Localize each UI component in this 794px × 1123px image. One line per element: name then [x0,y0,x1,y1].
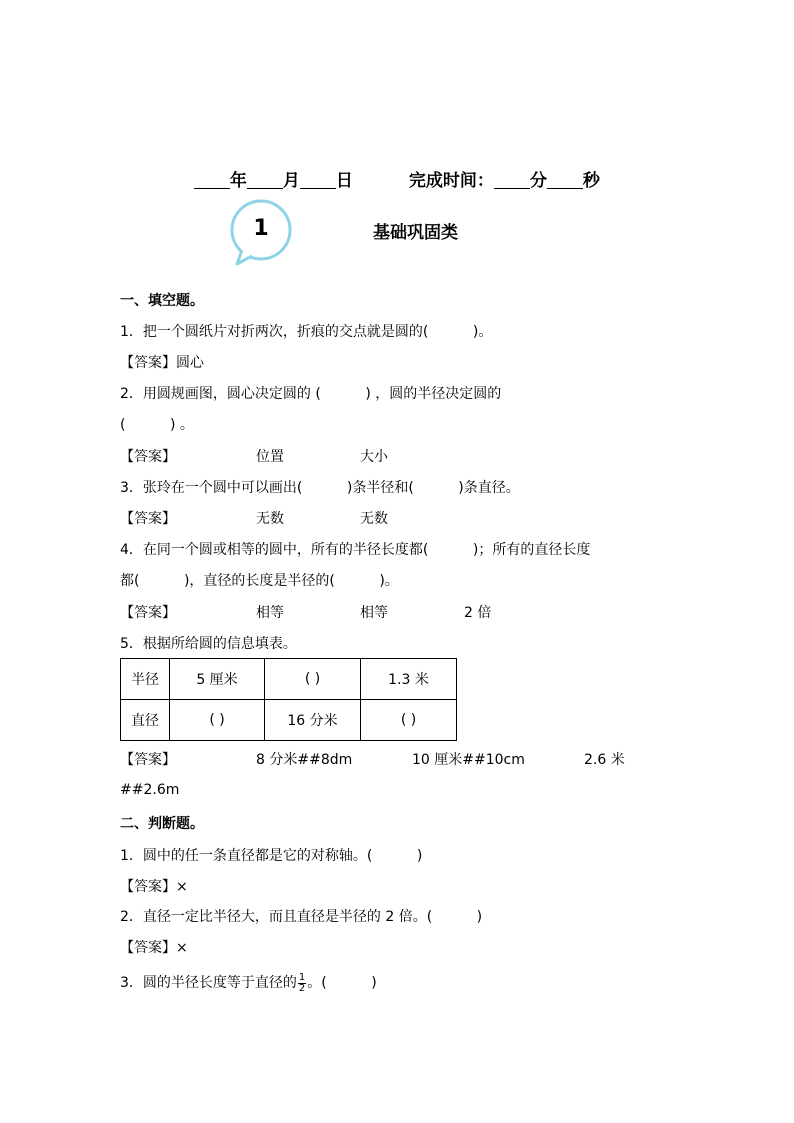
q1-2-line1: 2．用圆规画图，圆心决定圆的 ( ) ，圆的半径决定圆的 [120,386,502,402]
answer-1-5-cont: ##2.6m [120,782,180,798]
answer-1-5-v3: 2.6 米 [584,752,625,768]
answer-1-4-v2: 相等 [360,605,388,621]
month-blank [247,170,283,189]
answer-1-4-v3: 2 倍 [464,605,492,621]
answer-1-3-v2: 无数 [360,511,388,527]
answer-1-2-v2: 大小 [360,449,388,465]
section-title: 基础巩固类 [373,223,458,243]
section2-heading: 二、判断题。 [120,816,204,832]
minutes-label: 分 [529,171,547,191]
month-label: 月 [282,171,300,191]
section1-heading: 一、填空题。 [120,293,204,309]
table-cell: 5 厘米 [170,659,265,700]
q2-3 [120,972,377,994]
q2-1: 1．圆中的任一条直径都是它的对称轴。( ) [120,848,423,864]
answer-1-4-v1: 相等 [256,605,284,621]
circle-info-table [120,658,457,741]
q1-5: 5．根据所给圆的信息填表。 [120,636,297,652]
seconds-label: 秒 [582,171,600,191]
answer-1-4-label: 【答案】 [120,605,176,621]
table-cell: 1.3 米 [361,659,457,700]
fraction-numerator: 1 [298,971,306,983]
table-cell: ( ) [265,659,361,700]
table-cell: 16 分米 [265,700,361,741]
day-label: 日 [335,171,353,191]
year-blank [194,170,230,189]
answer-1-5-v2: 10 厘米##10cm [412,752,525,768]
answer-2-2: 【答案】× [120,940,188,956]
table-cell: ( ) [361,700,457,741]
q1-2-line2: ( ) 。 [120,417,194,433]
time-label: 完成时间： [408,171,494,191]
table-cell: 半径 [121,659,170,700]
q1-1: 1．把一个圆纸片对折两次，折痕的交点就是圆的( )。 [120,324,493,340]
q2-3-pre: 3．圆的半径长度等于直径的 [120,975,297,991]
answer-1-5-v1: 8 分米##8dm [256,752,353,768]
seconds-blank [547,170,583,189]
half-fraction [298,973,306,994]
minutes-blank [494,170,530,189]
q2-3-post: 。( ) [307,975,377,991]
section-number: 1 [253,216,269,241]
answer-1-2-v1: 位置 [256,449,284,465]
answer-1-3-label: 【答案】 [120,511,176,527]
table-cell: ( ) [170,700,265,741]
answer-1-5-label: 【答案】 [120,752,176,768]
day-blank [300,170,336,189]
q1-3: 3．张玲在一个圆中可以画出( )条半径和( )条直径。 [120,480,520,496]
q2-2: 2．直径一定比半径大，而且直径是半径的 2 倍。( ) [120,909,483,925]
answer-1-2-label: 【答案】 [120,449,176,465]
answer-1-3-v1: 无数 [256,511,284,527]
table-row [121,659,457,700]
q1-4-line1: 4．在同一个圆或相等的圆中，所有的半径长度都( )；所有的直径长度 [120,542,591,558]
answer-1-1: 【答案】圆心 [120,355,204,371]
fraction-denominator: 2 [298,982,306,994]
table-cell: 直径 [121,700,170,741]
answer-2-1: 【答案】× [120,879,188,895]
q1-4-line2: 都( )，直径的长度是半径的( )。 [120,573,399,589]
table-row [121,700,457,741]
year-label: 年 [229,171,247,191]
date-header [182,146,600,191]
